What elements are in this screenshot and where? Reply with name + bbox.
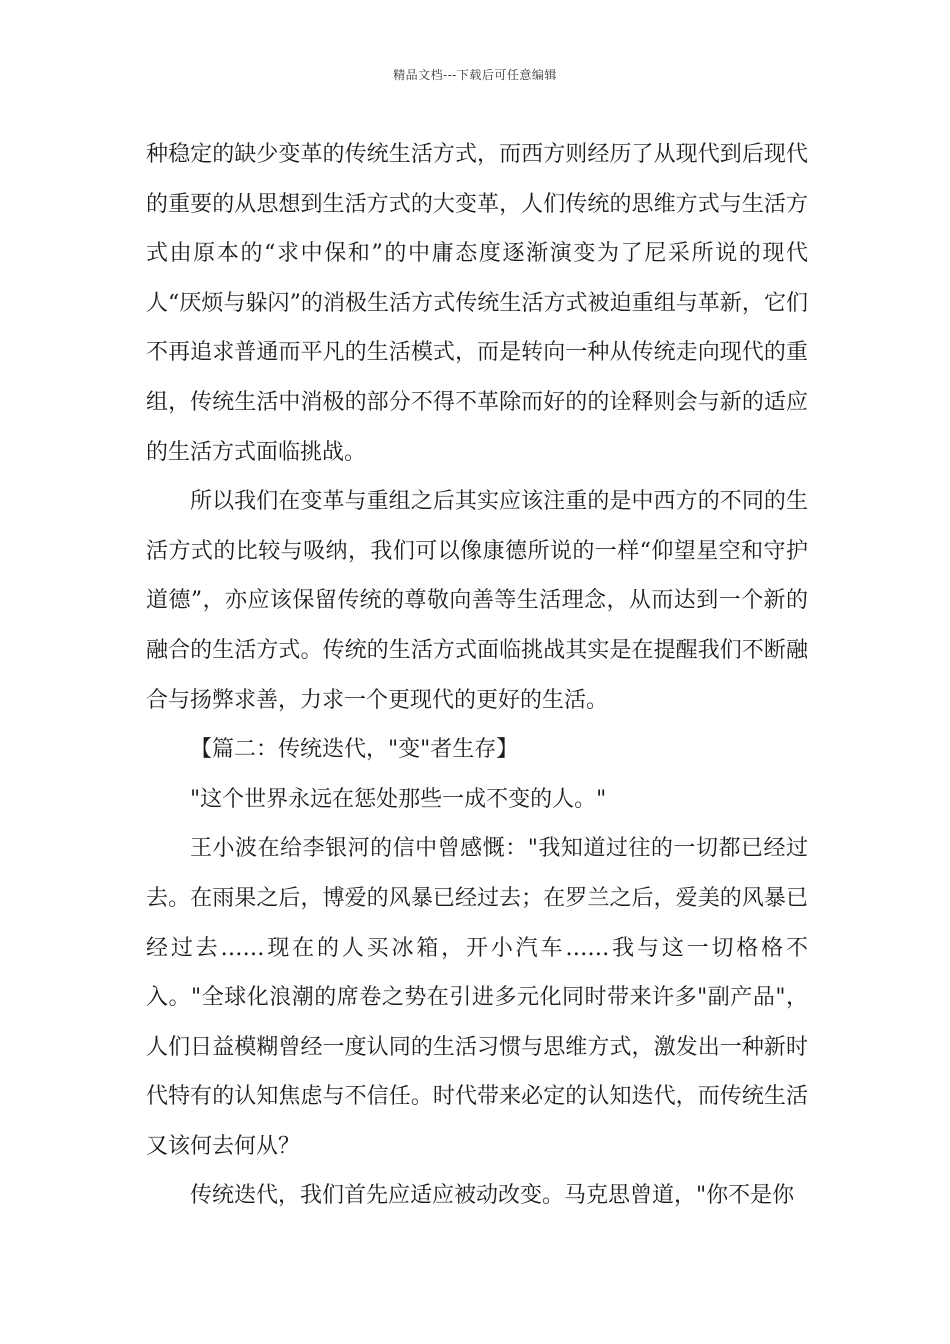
paragraph-conclusion: 所以我们在变革与重组之后其实应该注重的是中西方的不同的生活方式的比较与吸纳，我们可以像康德所说的一样“仰望星空和守护道德”，亦应该保留传统的尊敬向善等生活理念，从而达到一个新的融合的生活方式。传统的生活方式面临挑战其实是在提醒我们不断融合与扬弊求善，力求一个更现代的更好的生活。 [146,489,808,713]
paragraph-wang-xiaobo: 王小波在给李银河的信中曾感慨："我知道过往的一切都已经过去。在雨果之后，博爱的风暴已经过去；在罗兰之后，爱美的风暴已经过去……现在的人买冰箱，开小汽车……我与这一切格格不入。"全球化浪潮的席卷之势在引进多元化同时带来许多"副产品"，人们日益模糊曾经一度认同的生活习惯与思维方式，激发出一种新时代特有的认知焦虑与不信任。时代带来必定的认知迭代，而传统生活又该何去何从？ [146,836,808,1159]
paragraph-quote: "这个世界永远在惩处那些一成不变的人。" [190,786,607,812]
document-body [146,130,808,1221]
paragraph-continuation: 种稳定的缺少变革的传统生活方式，而西方则经历了从现代到后现代的重要的从思想到生活方式的大变革，人们传统的思维方式与生活方式由原本的“求中保和”的中庸态度逐渐演变为了尼采所说的现代人“厌烦与躲闪”的消极生活方式传统生活方式被迫重组与革新，它们不再追求普通而平凡的生活模式，而是转向一种从传统走向现代的重组，传统生活中消极的部分不得不革除而好的的诠释则会与新的适应的生活方式面临挑战。 [146,142,808,465]
paragraph-marx: 传统迭代，我们首先应适应被动改变。马克思曾道，"你不是你 [190,1183,795,1209]
page-header: 精品文档---下载后可任意编辑 [393,68,557,82]
section-heading: 【篇二：传统迭代，"变"者生存】 [190,737,519,763]
